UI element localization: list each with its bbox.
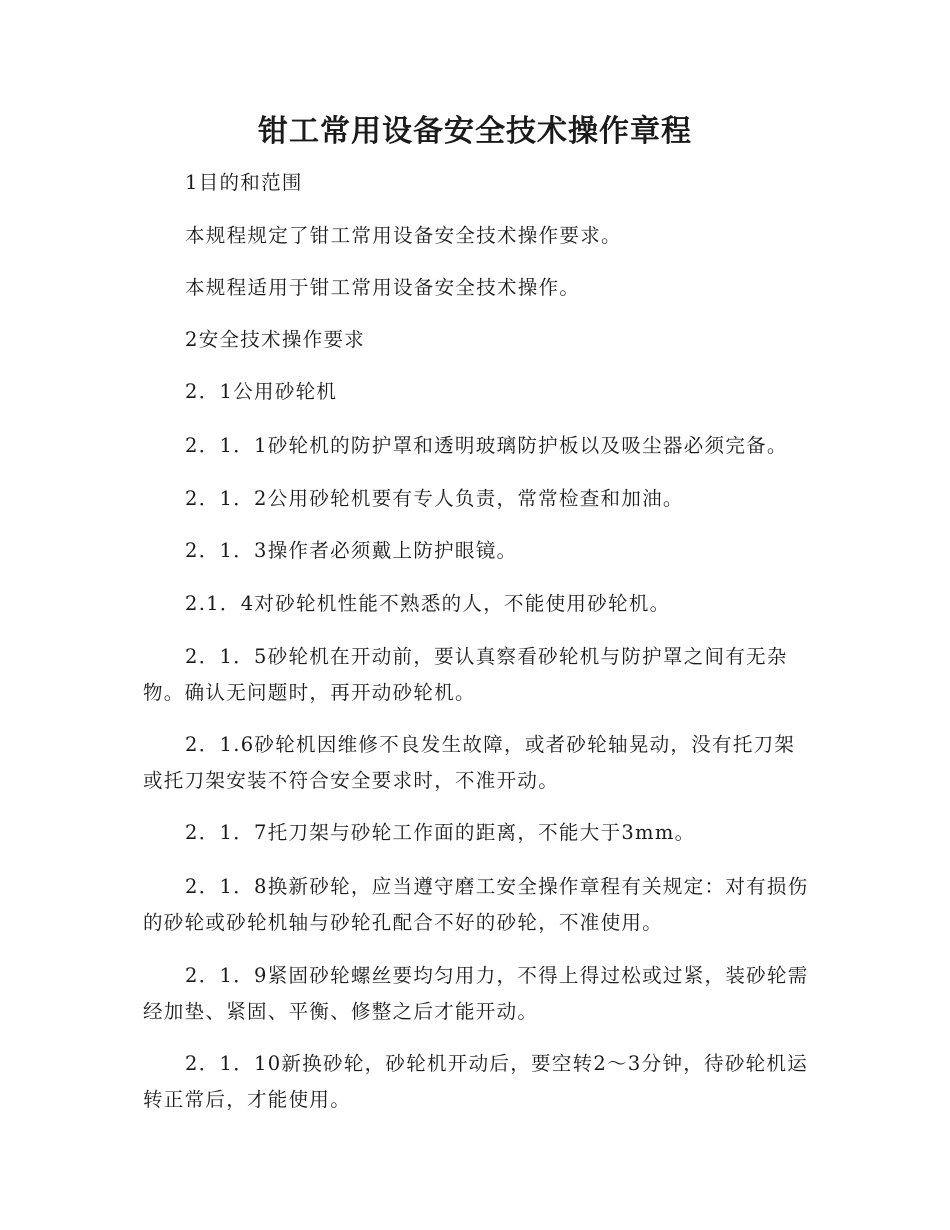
clause-2-1-7: 2．1．7托刀架与砂轮工作面的距离，不能大于3mm。 [185, 821, 696, 844]
clause-2-1-9: 2．1．9紧固砂轮螺丝要均匀用力，不得上得过松或过紧，装砂轮需经加垫、紧固、平衡、修整之后才能开动。 [143, 964, 809, 1023]
clause-2-1-8: 2．1．8换新砂轮，应当遵守磨工安全操作章程有关规定：对有损伤的砂轮或砂轮机轴与砂轮孔配合不好的砂轮，不准使用。 [143, 875, 809, 934]
document-title: 钳工常用设备安全技术操作章程 [258, 114, 692, 149]
clause-2-1-3: 2．1．3操作者必须戴上防护眼镜。 [185, 539, 518, 562]
clause-2-1-6: 2．1.6砂轮机因维修不良发生故障，或者砂轮轴晃动，没有托刀架或托刀架安装不符合安全要求时，不准开动。 [143, 733, 796, 792]
subsection-heading-2-1: 2．1公用砂轮机 [185, 380, 338, 403]
paragraph-scope-2: 本规程适用于钳工常用设备安全技术操作。 [185, 276, 581, 299]
clause-2-1-1: 2．1．1砂轮机的防护罩和透明玻璃防护板以及吸尘器必须完备。 [185, 434, 788, 457]
section-heading-2: 2安全技术操作要求 [185, 328, 366, 351]
clause-2-1-5: 2．1．5砂轮机在开动前，要认真察看砂轮机与防护罩之间有无杂物。确认无问题时，再开动砂轮机。 [143, 645, 788, 704]
paragraph-scope-1: 本规程规定了钳工常用设备安全技术操作要求。 [185, 224, 622, 247]
section-heading-1: 1目的和范围 [185, 171, 303, 194]
clause-2-1-4: 2.1．4对砂轮机性能不熟悉的人，不能使用砂轮机。 [185, 592, 671, 615]
clause-2-1-10: 2．1．10新换砂轮，砂轮机开动后，要空转2～3分钟，待砂轮机运转正常后，才能使用。 [143, 1052, 809, 1111]
clause-2-1-2: 2．1．2公用砂轮机要有专人负责，常常检查和加油。 [185, 487, 684, 510]
